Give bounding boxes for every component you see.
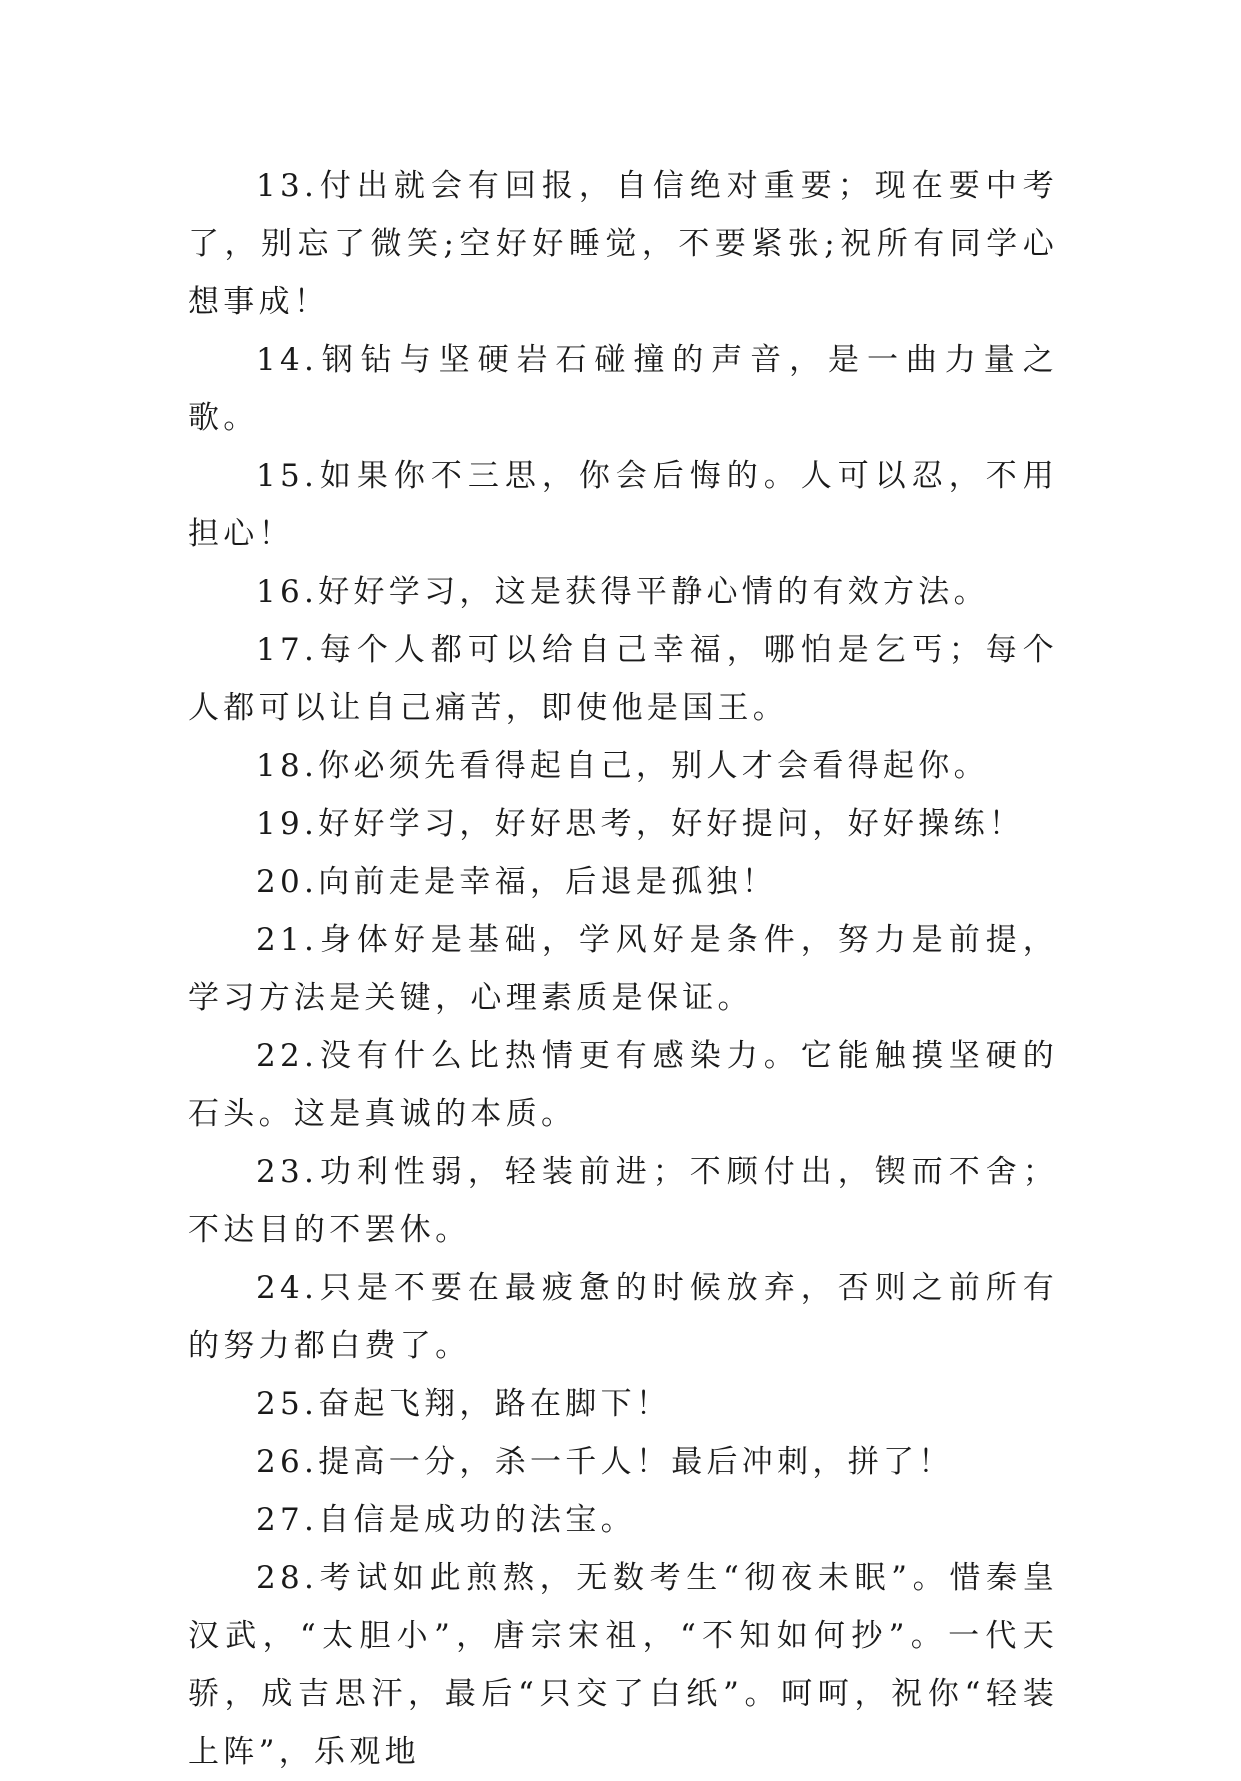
- paragraph-16: 16.好好学习，这是获得平静心情的有效方法。: [256, 574, 989, 610]
- paragraph-21: 21.身体好是基础，学风好是条件，努力是前提，学习方法是关键，心理素质是保证。: [188, 922, 1058, 1016]
- paragraph-20: 20.向前走是幸福，后退是孤独！: [256, 864, 778, 900]
- document-body: [188, 157, 1058, 1781]
- paragraph-17: 17.每个人都可以给自己幸福，哪怕是乞丐；每个人都可以让自己痛苦，即使他是国王。: [188, 632, 1058, 726]
- paragraph-25: 25.奋起飞翔，路在脚下！: [256, 1386, 672, 1422]
- paragraph-27: 27.自信是成功的法宝。: [256, 1502, 636, 1538]
- paragraph-18: 18.你必须先看得起自己，别人才会看得起你。: [256, 748, 989, 784]
- paragraph-23: 23.功利性弱，轻装前进；不顾付出，锲而不舍；不达目的不罢休。: [188, 1154, 1058, 1248]
- paragraph-26: 26.提高一分，杀一千人！最后冲刺，拼了！: [256, 1444, 954, 1480]
- paragraph-19: 19.好好学习，好好思考，好好提问，好好操练！: [256, 806, 1025, 842]
- paragraph-24: 24.只是不要在最疲惫的时候放弃，否则之前所有的努力都白费了。: [188, 1270, 1058, 1364]
- paragraph-28: 28.考试如此煎熬，无数考生“彻夜未眠”。惜秦皇汉武，“太胆小”，唐宗宋祖，“不知如何抄”。一代天骄，成吉思汗，最后“只交了白纸”。呵呵，祝你“轻装上阵”，乐观地: [188, 1560, 1058, 1770]
- paragraph-13: 13.付出就会有回报，自信绝对重要；现在要中考了，别忘了微笑;空好好睡觉，不要紧张;祝所有同学心想事成！: [188, 168, 1058, 320]
- paragraph-14: 14.钢钻与坚硬岩石碰撞的声音，是一曲力量之歌。: [188, 342, 1058, 436]
- paragraph-15: 15.如果你不三思，你会后悔的。人可以忍，不用担心！: [188, 458, 1058, 552]
- paragraph-22: 22.没有什么比热情更有感染力。它能触摸坚硬的石头。这是真诚的本质。: [188, 1038, 1058, 1132]
